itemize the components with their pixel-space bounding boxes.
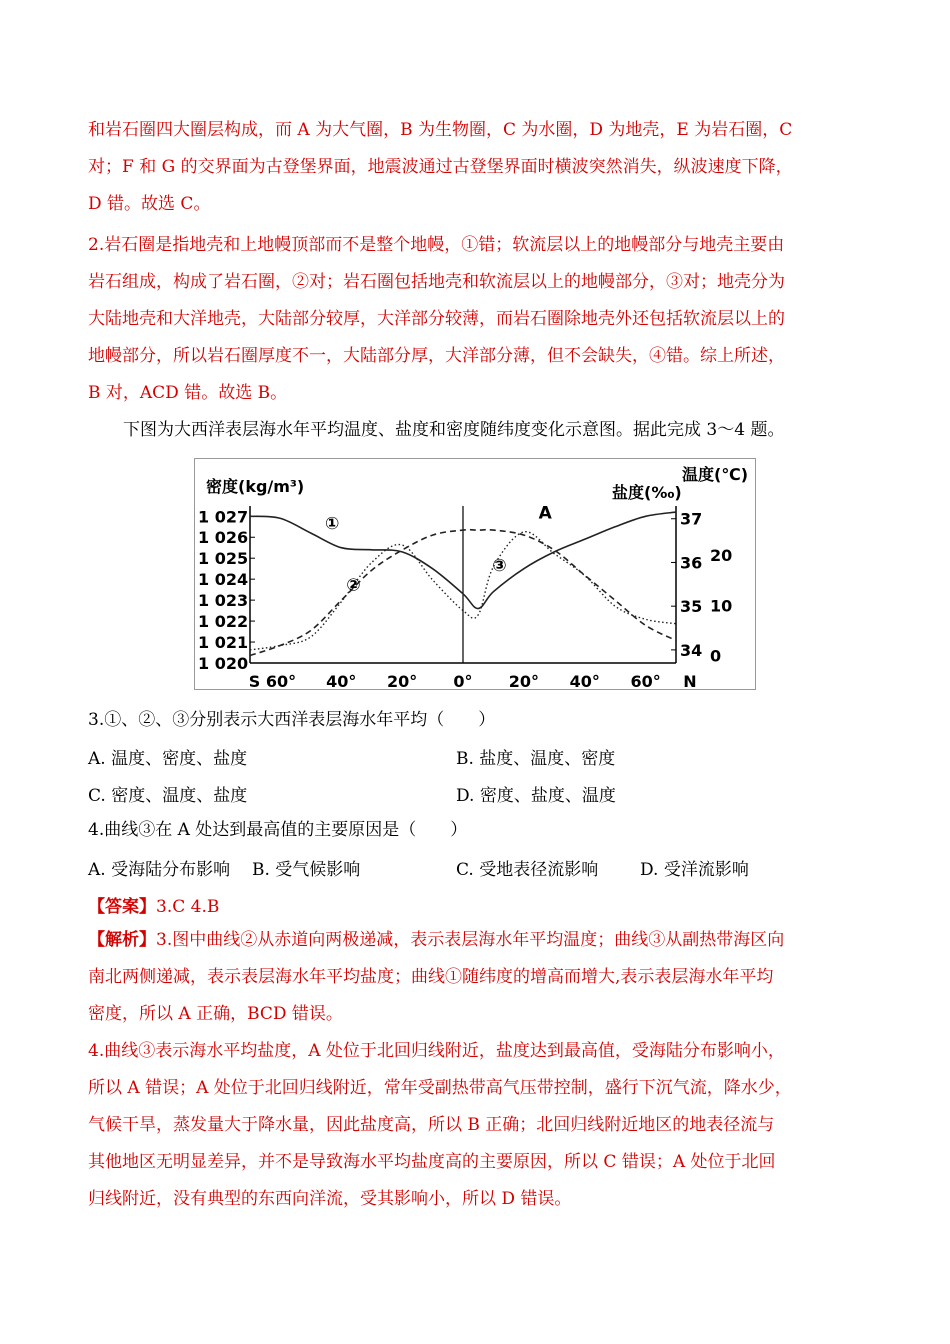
text-line: 密度，所以 A 正确，BCD 错误。: [88, 1004, 343, 1024]
text-line: 地幔部分，所以岩石圈厚度不一，大陆部分厚，大洋部分薄，但不会缺失，④错。综上所述，: [88, 346, 785, 366]
curve-label: ③: [492, 556, 507, 577]
text-line: 南北两侧递减，表示表层海水年平均盐度；曲线①随纬度的增高而增大,表示表层海水年平均: [88, 967, 774, 987]
atlantic-chart: [194, 458, 756, 690]
density-tick-label: 1 024: [198, 570, 249, 590]
text-line: 其他地区无明显差异，并不是导致海水平均盐度高的主要原因，所以 C 错误；A 处位于北回: [88, 1152, 776, 1172]
text-line: 对；F 和 G 的交界面为古登堡界面，地震波通过古登堡界面时横波突然消失，纵波速度下降，: [88, 157, 793, 177]
explanation-2: [88, 227, 878, 412]
density-tick-label: 1 020: [198, 654, 249, 673]
text-line: 归线附近，没有典型的东西向洋流，受其影响小，所以 D 错误。: [88, 1189, 572, 1209]
salinity-tick-label: 34: [680, 640, 703, 660]
x-tick-label: 40°: [569, 672, 600, 690]
text-line: B 对，ACD 错。故选 B。: [88, 383, 288, 403]
salinity-tick-label: 36: [680, 553, 703, 573]
analysis-label: 【解析】: [88, 930, 156, 950]
q3-option-c[interactable]: C. 密度、温度、盐度: [88, 786, 248, 806]
temperature-tick-label: 10: [710, 596, 733, 616]
temperature-tick-label: 20: [710, 546, 733, 566]
curve-label: ②: [346, 575, 361, 596]
salinity-axis-label: 盐度(‰): [612, 483, 682, 502]
density-tick-label: 1 025: [198, 549, 249, 569]
answer-text: 3.C 4.B: [156, 897, 220, 917]
x-tick-label: 20°: [508, 672, 539, 690]
question-3-stem: 3.①、②、③分别表示大西洋表层海水年平均（ ）: [88, 710, 496, 730]
point-a-label: A: [538, 503, 552, 524]
analysis-3-first: 3.图中曲线②从赤道向两极递减，表示表层海水年平均温度；曲线③从副热带海区向: [156, 930, 785, 950]
text-line: 所以 A 错误；A 处位于北回归线附近，常年受副热带高气压带控制，盛行下沉气流，降水少，: [88, 1078, 792, 1098]
salinity-tick-label: 37: [680, 509, 703, 529]
text-line: 岩石组成，构成了岩石圈，②对；岩石圈包括地壳和软流层以上的地幔部分，③对；地壳分为: [88, 272, 785, 292]
text-line: 气候干旱，蒸发量大于降水量，因此盐度高，所以 B 正确；北回归线附近地区的地表径流与: [88, 1115, 775, 1135]
density-tick-label: 1 021: [198, 633, 249, 653]
density-axis-label: 密度(kg/m³): [206, 477, 305, 496]
answer-line: [88, 892, 219, 917]
density-tick-label: 1 022: [198, 612, 249, 632]
x-tick-label: 40°: [326, 672, 357, 690]
explanation-1-continued: [88, 112, 878, 223]
salinity-tick-label: 35: [680, 597, 703, 617]
density-tick-label: 1 023: [198, 591, 249, 611]
temperature-tick-label: 0: [710, 646, 722, 666]
density-tick-label: 1 027: [198, 507, 249, 527]
analysis: [88, 922, 878, 1218]
density-tick-label: 1 026: [198, 528, 249, 548]
q4-option-d[interactable]: D. 受洋流影响: [640, 860, 749, 880]
x-tick-label: 0°: [453, 672, 473, 690]
q3-option-d[interactable]: D. 密度、盐度、温度: [456, 786, 616, 806]
text-line: [88, 922, 878, 959]
answer-label: 【答案】: [88, 897, 156, 917]
x-tick-label: 60°: [630, 672, 661, 690]
figure-intro: 下图为大西洋表层海水年平均温度、盐度和密度随纬度变化示意图。据此完成 3～4 题。: [123, 420, 785, 440]
text-line: D 错。故选 C。: [88, 194, 211, 214]
text-line: 4.曲线③表示海水平均盐度，A 处位于北回归线附近，盐度达到最高值，受海陆分布影响小，: [88, 1041, 785, 1061]
q4-option-a[interactable]: A. 受海陆分布影响: [88, 860, 231, 880]
text-line: 和岩石圈四大圈层构成，而 A 为大气圈，B 为生物圈，C 为水圈，D 为地壳，E 为岩石圈，C: [88, 120, 793, 140]
text-line: 大陆地壳和大洋地壳，大陆部分较厚，大洋部分较薄，而岩石圈除地壳外还包括软流层以上的: [88, 309, 785, 329]
x-tick-label: S 60°: [248, 672, 297, 690]
x-tick-label: 20°: [387, 672, 418, 690]
q4-option-c[interactable]: C. 受地表径流影响: [456, 860, 599, 880]
text-line: 2.岩石圈是指地壳和上地幔顶部而不是整个地幔，①错；软流层以上的地幔部分与地壳主要由: [88, 235, 785, 255]
q3-option-a[interactable]: A. 温度、密度、盐度: [88, 749, 248, 769]
temperature-axis-label: 温度(℃): [682, 465, 749, 484]
q4-option-b[interactable]: B. 受气候影响: [252, 860, 361, 880]
curve-label: ①: [324, 513, 340, 534]
question-4-stem: 4.曲线③在 A 处达到最高值的主要原因是（ ）: [88, 820, 468, 840]
x-tick-label: N: [683, 672, 697, 690]
q3-option-b[interactable]: B. 盐度、温度、密度: [456, 749, 616, 769]
